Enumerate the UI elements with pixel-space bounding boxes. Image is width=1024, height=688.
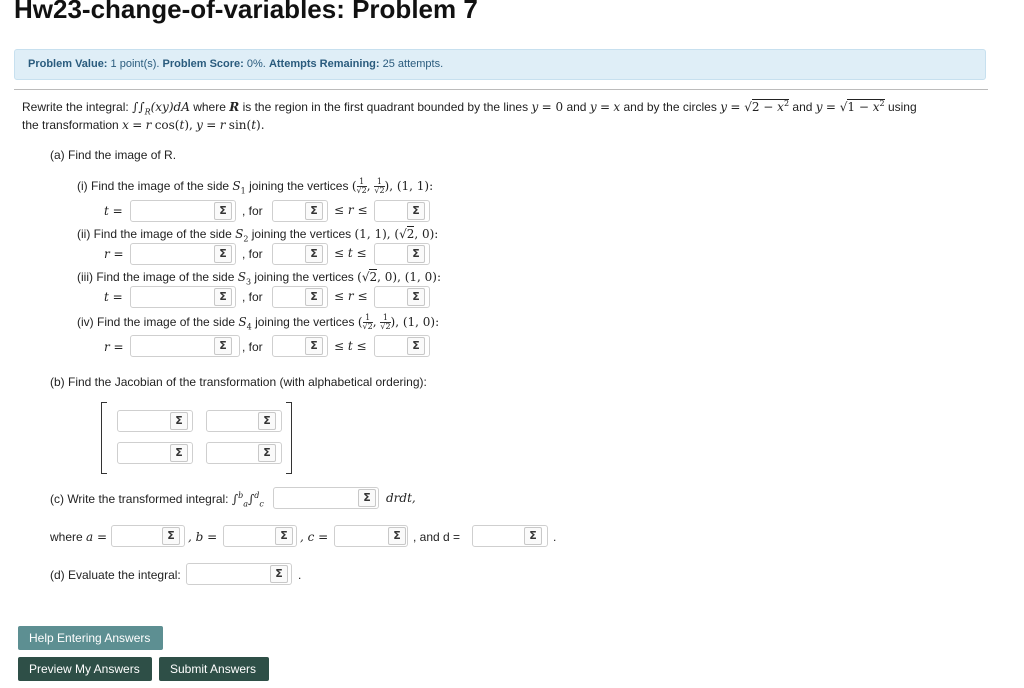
part-c-label: (c) Write the transformed integral: ∫$^b_a$∫$^d_c$ <box>50 491 264 509</box>
sigma-equation-button[interactable]: Σ <box>305 288 323 306</box>
part-d-label: (d) Evaluate the integral: <box>50 568 181 582</box>
inequality: ≤ t ≤ <box>334 339 367 353</box>
sigma-equation-button[interactable]: Σ <box>214 202 232 220</box>
value-label: Problem Value: <box>28 58 108 70</box>
part-b-label: (b) Find the Jacobian of the transformation (with alphabetical ordering): <box>50 375 427 389</box>
page-title: Hw23-change-of-variables: Problem 7 <box>14 0 478 24</box>
sigma-equation-button[interactable]: Σ <box>407 245 425 263</box>
sigma-equation-button[interactable]: Σ <box>524 527 542 545</box>
statement-line-1: Rewrite the integral: $\int\int_R(xy)dA$ where R is the region in the first quadrant bounded by the lines y = 0 and y = x and by the circles $y = √2 - x^2$ and $y = √1 - x^2$ using <box>22 99 917 117</box>
matrix-right-bracket <box>286 402 292 474</box>
sigma-equation-button[interactable]: Σ <box>162 527 180 545</box>
sigma-equation-button[interactable]: Σ <box>305 337 323 355</box>
problem-score: 0%. <box>246 58 266 70</box>
sigma-equation-button[interactable]: Σ <box>214 288 232 306</box>
part-a-ii-question: (ii) Find the image of the side $S_2$ joining the vertices (1, 1), (√2, 0): <box>77 227 439 244</box>
inequality: ≤ r ≤ <box>334 203 368 217</box>
part-a-ii-var: r = <box>104 247 124 261</box>
score-label: Problem Score: <box>162 58 244 70</box>
sigma-equation-button[interactable]: Σ <box>388 527 406 545</box>
inequality: ≤ r ≤ <box>334 289 368 303</box>
part-a-label: (a) Find the image of R. <box>50 148 177 162</box>
part-a-iii-question: (iii) Find the image of the side $S_3$ joining the vertices (√2, 0), (1, 0): <box>77 270 442 287</box>
period: . <box>553 530 557 544</box>
sigma-equation-button[interactable]: Σ <box>305 245 323 263</box>
sigma-equation-button[interactable]: Σ <box>214 337 232 355</box>
drdt-label: drdt, <box>386 491 416 505</box>
sigma-equation-button[interactable]: Σ <box>358 489 376 507</box>
part-a-iii-var: t = <box>104 290 123 304</box>
b-label: , b = <box>188 530 218 544</box>
for-label: , for <box>242 340 263 354</box>
sigma-equation-button[interactable]: Σ <box>170 444 188 462</box>
part-a-iv-var: r = <box>104 340 124 354</box>
part-a-i-var: t = <box>104 204 123 218</box>
sigma-equation-button[interactable]: Σ <box>170 412 188 430</box>
for-label: , for <box>242 247 263 261</box>
sigma-equation-button[interactable]: Σ <box>258 412 276 430</box>
sigma-equation-button[interactable]: Σ <box>407 337 425 355</box>
d-label: , and d = <box>413 530 461 544</box>
sigma-equation-button[interactable]: Σ <box>214 245 232 263</box>
matrix-left-bracket <box>101 402 107 474</box>
part-a-iv-question: (iv) Find the image of the side $S_4$ joining the vertices ( $\frac{1}{√2}$ , $\frac{1}{√2}$ ), (1, 0): <box>77 313 440 332</box>
problem-info-box <box>14 49 986 80</box>
for-label: , for <box>242 290 263 304</box>
c-label: , c = <box>300 530 329 544</box>
where-label: where a = <box>50 530 108 544</box>
period: . <box>298 568 302 582</box>
preview-answers-button[interactable]: Preview My Answers <box>18 657 152 681</box>
divider <box>14 89 988 90</box>
problem-value: 1 point(s). <box>110 58 160 70</box>
submit-answers-button[interactable]: Submit Answers <box>159 657 269 681</box>
sigma-equation-button[interactable]: Σ <box>305 202 323 220</box>
attempts-label: Attempts Remaining: <box>268 58 380 70</box>
sigma-equation-button[interactable]: Σ <box>407 288 425 306</box>
statement-line-2: the transformation x = r cos(t), y = r sin(t). <box>22 118 265 132</box>
sigma-equation-button[interactable]: Σ <box>270 565 288 583</box>
part-a-i-question: (i) Find the image of the side $S_1$ joining the vertices ( $\frac{1}{√2}$ , $\frac{1}{√2}$ ), (1, 1): <box>77 177 434 196</box>
sigma-equation-button[interactable]: Σ <box>275 527 293 545</box>
sigma-equation-button[interactable]: Σ <box>407 202 425 220</box>
attempts-remaining: 25 attempts. <box>382 58 444 70</box>
sigma-equation-button[interactable]: Σ <box>258 444 276 462</box>
help-entering-answers-button[interactable]: Help Entering Answers <box>18 626 163 650</box>
for-label: , for <box>242 204 263 218</box>
inequality: ≤ t ≤ <box>334 246 367 260</box>
